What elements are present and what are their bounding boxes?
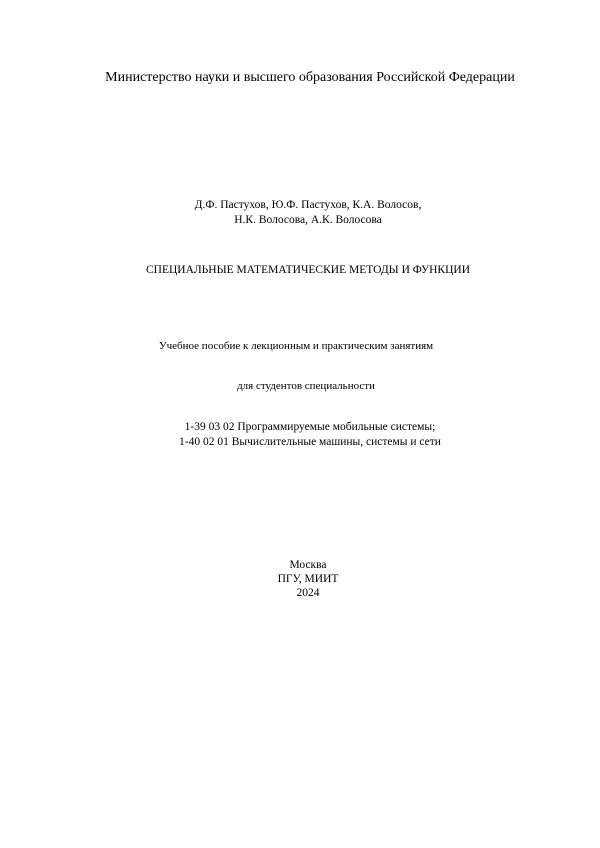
document-purpose: Учебное пособие к лекционным и практическим занятиям <box>158 340 434 352</box>
imprint-publisher: ПГУ, МИИТ <box>277 573 339 585</box>
specialties-block <box>10 422 600 452</box>
document-audience: для студентов специальности <box>237 380 375 392</box>
imprint-block <box>8 560 600 602</box>
ministry-heading: Министерство науки и высшего образования Российской Федерации <box>105 70 515 85</box>
specialty-line-1: 1-39 03 02 Программируемые мобильные системы; <box>184 421 436 433</box>
imprint-city: Москва <box>289 559 327 571</box>
authors-line-2: Н.К. Волосова, А.К. Волосова <box>234 214 382 226</box>
authors-block <box>8 200 600 230</box>
authors-line-1: Д.Ф. Пастухов, Ю.Ф. Пастухов, К.А. Волосов, <box>194 199 422 211</box>
document-title: СПЕЦИАЛЬНЫЕ МАТЕМАТИЧЕСКИЕ МЕТОДЫ И ФУНКЦИИ <box>145 264 471 276</box>
specialty-line-2: 1-40 02 01 Вычислительные машины, системы и сети <box>179 436 441 448</box>
imprint-year: 2024 <box>296 587 320 599</box>
